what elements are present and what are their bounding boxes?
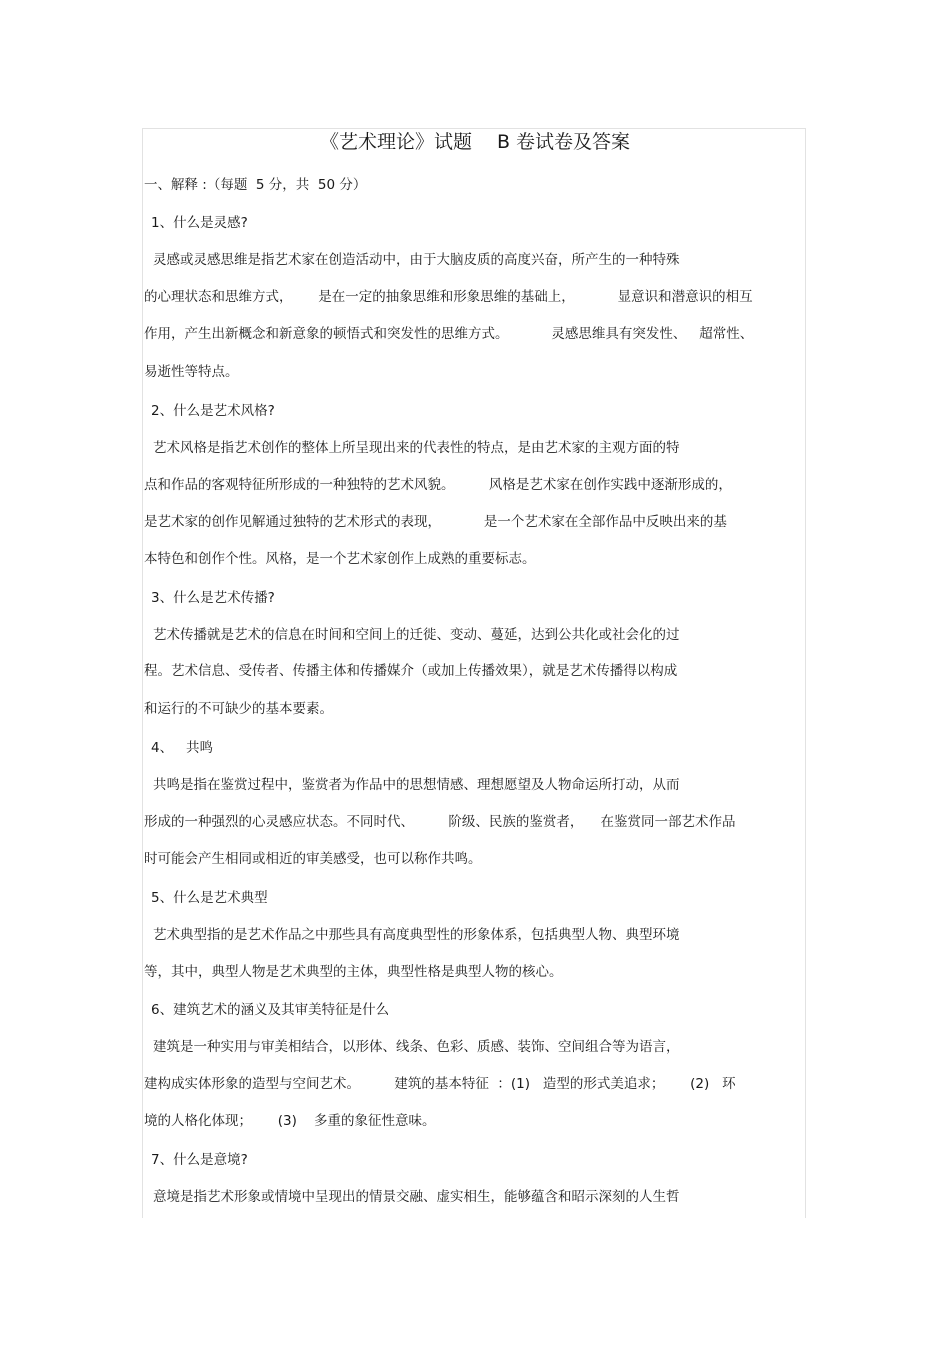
answer-line: 灵感或灵感思维是指艺术家在创造活动中，由于大脑皮质的高度兴奋，所产生的一种特殊 [153, 252, 680, 268]
section-heading: 一、解释 :（每题 5 分，共 50 分） [144, 177, 367, 193]
answer-line: 点和作品的客观特征所形成的一种独特的艺术风貌。 风格是艺术家在创作实践中逐渐形成的， [144, 477, 732, 493]
document-title: 《艺术理论》试题 B 卷试卷及答案 [319, 131, 631, 153]
answer-line: 等，其中，典型人物是艺术典型的主体，典型性格是典型人物的核心。 [144, 964, 563, 980]
answer-line: 共鸣是指在鉴赏过程中，鉴赏者为作品中的思想情感、理想愿望及人物命运所打动，从而 [153, 777, 680, 793]
answer-line: 建构成实体形象的造型与空间艺术。 建筑的基本特征 ：(1) 造型的形式美追求； (2) 环 [144, 1076, 736, 1092]
answer-line: 意境是指艺术形象或情境中呈现出的情景交融、虚实相生，能够蕴含和昭示深刻的人生哲 [153, 1189, 680, 1205]
answer-line: 境的人格化体现； (3) 多重的象征性意味。 [144, 1113, 436, 1129]
answer-line: 艺术典型指的是艺术作品之中那些具有高度典型性的形象体系，包括典型人物、典型环境 [153, 927, 680, 943]
question-7: 7、什么是意境? [151, 1152, 248, 1168]
answer-line: 的心理状态和思维方式， 是在一定的抽象思维和形象思维的基础上， 显意识和潜意识的相互 [144, 289, 753, 305]
answer-line: 是艺术家的创作见解通过独特的艺术形式的表现， 是一个艺术家在全部作品中反映出来的基 [144, 514, 727, 530]
answer-line: 易逝性等特点。 [144, 364, 239, 380]
answer-line: 形成的一种强烈的心灵感应状态。不同时代、 阶级、民族的鉴赏者， 在鉴赏同一部艺术作品 [144, 814, 736, 830]
question-6: 6、建筑艺术的涵义及其审美特征是什么 [151, 1002, 390, 1018]
answer-line: 时可能会产生相同或相近的审美感受，也可以称作共鸣。 [144, 851, 482, 867]
answer-line: 本特色和创作个性。风格，是一个艺术家创作上成熟的重要标志。 [144, 551, 536, 567]
answer-line: 艺术传播就是艺术的信息在时间和空间上的迁徙、变动、蔓延，达到公共化或社会化的过 [153, 627, 680, 643]
question-4: 4、 共鸣 [151, 740, 213, 756]
question-3: 3、什么是艺术传播? [151, 590, 275, 606]
answer-line: 艺术风格是指艺术创作的整体上所呈现出来的代表性的特点，是由艺术家的主观方面的特 [153, 440, 680, 456]
answer-line: 建筑是一种实用与审美相结合，以形体、线条、色彩、质感、装饰、空间组合等为语言， [153, 1039, 680, 1055]
answer-line: 程。艺术信息、受传者、传播主体和传播媒介（或加上传播效果），就是艺术传播得以构成 [144, 663, 678, 679]
question-2: 2、什么是艺术风格? [151, 403, 275, 419]
answer-line: 作用，产生出新概念和新意象的顿悟式和突发性的思维方式。 灵感思维具有突发性、 超常性、 [144, 326, 754, 342]
question-1: 1、什么是灵感? [151, 215, 248, 231]
answer-line: 和运行的不可缺少的基本要素。 [144, 701, 333, 717]
question-5: 5、什么是艺术典型 [151, 890, 268, 906]
